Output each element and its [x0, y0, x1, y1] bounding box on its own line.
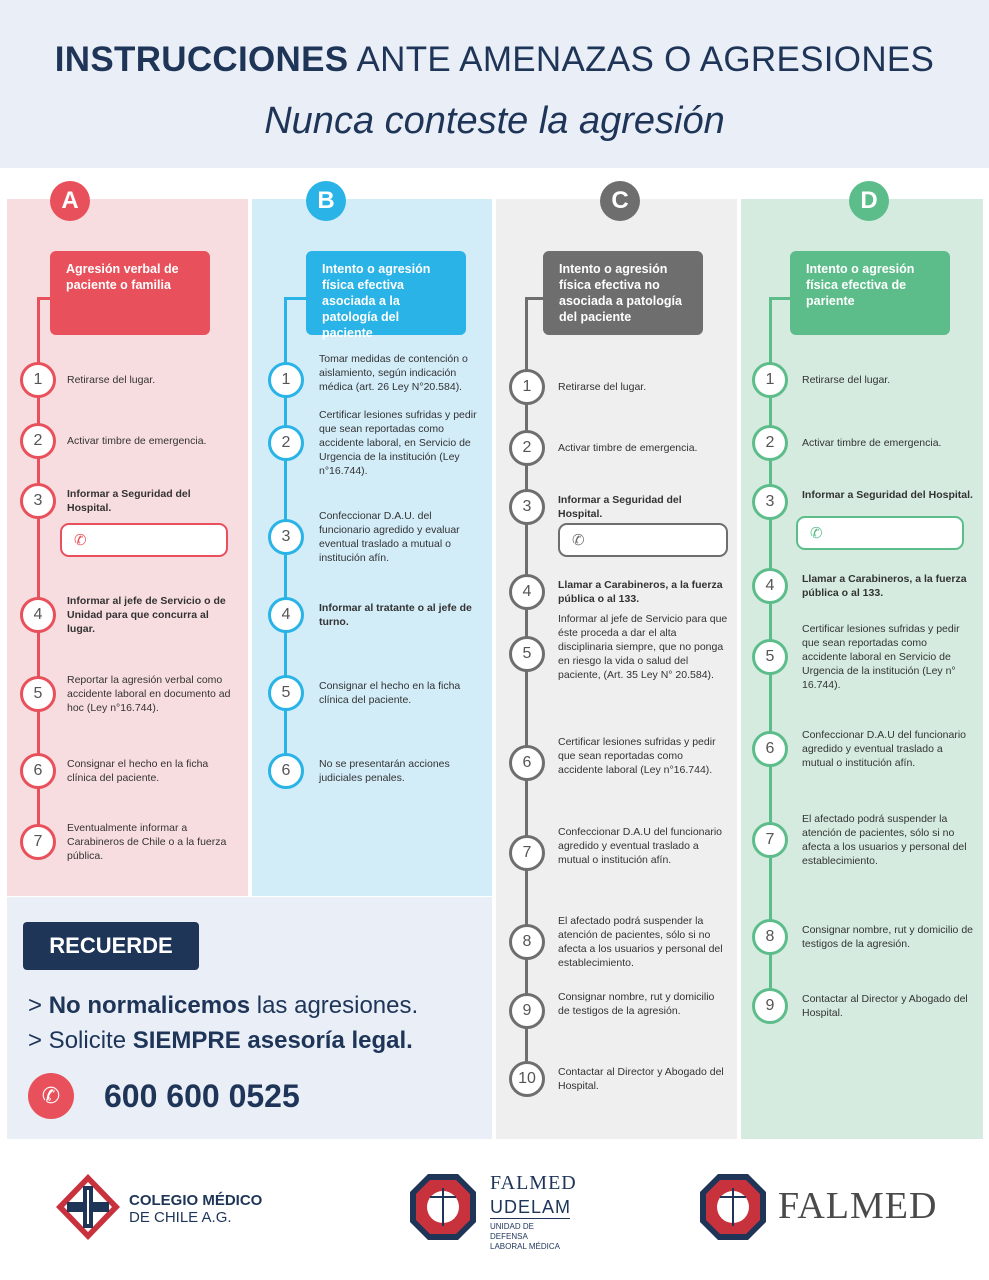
column-letter-d: D	[849, 181, 889, 221]
step-text: Contactar al Director y Abogado del Hospital.	[558, 1066, 724, 1092]
step-text: Activar timbre de emergencia.	[558, 442, 698, 454]
timeline-connector	[769, 297, 791, 300]
step-number: 2	[752, 425, 788, 461]
recuerde-label: RECUERDE	[23, 922, 199, 970]
step-text: Confeccionar D.A.U. del funcionario agredido y evaluar eventual traslado a mutual o institución afín.	[319, 510, 460, 564]
step-number: 6	[752, 731, 788, 767]
colegio-name-1: COLEGIO MÉDICO	[129, 1192, 263, 1209]
step-number: 7	[752, 822, 788, 858]
step-number: 3	[752, 484, 788, 520]
step-number: 8	[509, 924, 545, 960]
step-number: 4	[268, 597, 304, 633]
step-text: No se presentarán acciones judiciales penales.	[319, 758, 450, 784]
colegio-medico-logo	[54, 1172, 122, 1247]
step-number: 8	[752, 919, 788, 955]
step-number: 5	[268, 675, 304, 711]
step-text: Llamar a Carabineros, a la fuerza pública o al 133.	[802, 573, 967, 599]
step-number: 7	[509, 835, 545, 871]
step-text: Confeccionar D.A.U del funcionario agredido y eventual traslado a mutual o institución afín.	[558, 826, 723, 866]
colegio-emblem-icon	[54, 1172, 122, 1242]
step-text: Contactar al Director y Abogado del Hospital.	[802, 993, 968, 1019]
phone-icon: ✆	[74, 532, 87, 549]
step-number: 5	[752, 639, 788, 675]
step-number: 1	[268, 362, 304, 398]
security-phone-field[interactable]	[60, 523, 228, 557]
falmed-big-text: FALMED	[778, 1185, 938, 1227]
step-text: Reportar la agresión verbal como accidente laboral en documento ad hoc (Ley n°16.744).	[67, 674, 231, 714]
column-heading: Intento o agresión física efectiva asociada a la patología del paciente	[306, 251, 466, 335]
step-number: 10	[509, 1061, 545, 1097]
step-text: Activar timbre de emergencia.	[67, 435, 207, 447]
step-number: 6	[268, 753, 304, 789]
step-text: Informar al jefe de Servicio para que éste proceda a dar el alta disciplinaria siempre, que no ponga en riesgo la vida o salud del paciente, (Art. 35 Ley N° 20.584).	[558, 613, 728, 681]
timeline-connector	[284, 297, 307, 300]
column-letter-c: C	[600, 181, 640, 221]
udelam-subtitle: UNIDAD DE DEFENSA LABORAL MÉDICA	[490, 1222, 560, 1251]
step-text: Consignar el hecho en la ficha clínica del paciente.	[67, 758, 209, 784]
column-heading: Intento o agresión física efectiva no asociada a patología del paciente	[543, 251, 703, 335]
step-number: 1	[20, 362, 56, 398]
step-number: 5	[509, 636, 545, 672]
step-text: El afectado podrá suspender la atención de pacientes, sólo si no afecta a los usuarios y personal del establecimiento.	[802, 813, 967, 867]
step-number: 4	[509, 574, 545, 610]
step-number: 3	[20, 483, 56, 519]
falmed-emblem-icon-2	[698, 1172, 768, 1242]
phone-number[interactable]: 600 600 0525	[104, 1078, 300, 1114]
step-text: Retirarse del lugar.	[67, 374, 156, 386]
falmed-logo	[698, 1172, 768, 1247]
step-text: Informar al jefe de Servicio o de Unidad para que concurra al lugar.	[67, 595, 226, 635]
step-number: 6	[20, 753, 56, 789]
timeline-connector	[525, 297, 544, 300]
step-number: 4	[752, 568, 788, 604]
step-number: 5	[20, 676, 56, 712]
step-number: 4	[20, 597, 56, 633]
falmed-small-text: FALMED	[490, 1172, 577, 1194]
step-text: Informar a Seguridad del Hospital.	[67, 488, 191, 514]
step-text: Llamar a Carabineros, a la fuerza pública o al 133.	[558, 579, 723, 605]
page-title: INSTRUCCIONES ANTE AMENAZAS O AGRESIONES	[54, 40, 935, 79]
timeline-connector	[37, 297, 51, 300]
step-text: Confeccionar D.A.U del funcionario agredido y eventual traslado a mutual o institución afín.	[802, 729, 967, 769]
step-text: Consignar el hecho en la ficha clínica del paciente.	[319, 680, 461, 706]
step-number: 9	[752, 988, 788, 1024]
step-number: 3	[268, 519, 304, 555]
recuerde-line-1: > No normalicemos las agresiones.	[28, 992, 419, 1019]
udelam-logo	[408, 1172, 478, 1247]
step-number: 9	[509, 993, 545, 1029]
step-text: Certificar lesiones sufridas y pedir que sean reportadas como accidente laboral en Servicio de Urgencia de la institución (Ley n° 16.744).	[802, 623, 960, 691]
timeline-line	[525, 299, 528, 1089]
step-text: Tomar medidas de contención o aislamiento, según indicación médica (art. 26 Ley N°20.584).	[319, 353, 468, 393]
step-text: Eventualmente informar a Carabineros de Chile o a la fuerza pública.	[67, 822, 227, 862]
phone-icon: ✆	[572, 532, 585, 549]
phone-icon: ✆	[28, 1073, 74, 1119]
security-phone-field[interactable]	[558, 523, 728, 557]
step-text: Consignar nombre, rut y domicilio de testigos de la agresión.	[558, 991, 715, 1017]
colegio-name-2: DE CHILE A.G.	[129, 1209, 232, 1226]
recuerde-line-2: > Solicite SIEMPRE asesoría legal.	[28, 1027, 413, 1054]
step-text: El afectado podrá suspender la atención de pacientes, sólo si no afecta a los usuarios y personal del establecimiento.	[558, 915, 723, 969]
step-text: Certificar lesiones sufridas y pedir que sean reportadas como accidente laboral, en Servicio de Urgencia de la institución (Ley n°16.744).	[319, 409, 477, 477]
step-text: Activar timbre de emergencia.	[802, 437, 942, 449]
step-text: Informar a Seguridad del Hospital.	[802, 489, 973, 501]
step-text: Informar a Seguridad del Hospital.	[558, 494, 682, 520]
column-heading: Intento o agresión física efectiva de pariente	[790, 251, 950, 335]
udelam-text: UDELAM	[490, 1197, 572, 1217]
step-number: 1	[752, 362, 788, 398]
step-text: Informar al tratante o al jefe de turno.	[319, 602, 472, 628]
page-subtitle: Nunca conteste la agresión	[264, 100, 725, 142]
step-text: Retirarse del lugar.	[802, 374, 891, 386]
step-number: 2	[509, 430, 545, 466]
step-number: 2	[268, 425, 304, 461]
falmed-emblem-icon	[408, 1172, 478, 1242]
phone-icon: ✆	[810, 525, 823, 542]
step-number: 6	[509, 745, 545, 781]
step-number: 7	[20, 824, 56, 860]
step-number: 3	[509, 489, 545, 525]
step-text: Retirarse del lugar.	[558, 381, 647, 393]
step-number: 1	[509, 369, 545, 405]
step-number: 2	[20, 423, 56, 459]
step-text: Certificar lesiones sufridas y pedir que sean reportadas como accidente laboral (Ley n°16.744).	[558, 736, 716, 776]
security-phone-field[interactable]	[796, 516, 964, 550]
step-text: Consignar nombre, rut y domicilio de testigos de la agresión.	[802, 924, 973, 950]
column-letter-b: B	[306, 181, 346, 221]
column-letter-a: A	[50, 181, 90, 221]
column-heading: Agresión verbal de paciente o familia	[50, 251, 210, 335]
